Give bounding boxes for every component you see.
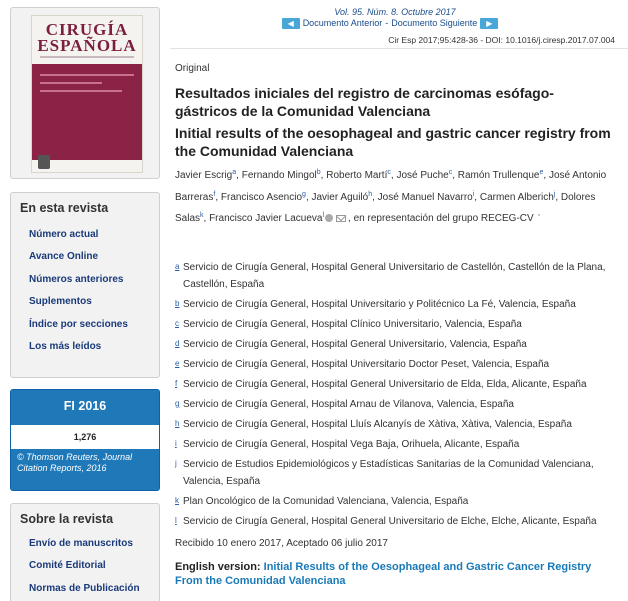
article-title-spanish: Resultados iniciales del registro de carcinomas esófago-gástricos de la Comunidad Valenciana [175,85,554,119]
arrow-right-icon[interactable]: ▶ [480,18,498,29]
author-name[interactable]: Francisco Javier Lacueva$^l$ [209,212,325,224]
this-journal-links [11,229,159,363]
group-note: en representación del grupo RECEG-CV [353,213,534,224]
affiliation-list [175,259,625,533]
author-name[interactable]: Francisco Asencio$^g$ [220,190,306,203]
publisher-logo-icon [38,155,50,169]
author-name[interactable]: Carmen Alberich$^j$ [479,190,556,203]
author-name[interactable]: Roberto Martí$^c$ [326,169,391,181]
english-version-label: English version [175,561,257,573]
author-name[interactable]: Javier Aguiló$^h$ [311,190,373,203]
affiliation-item: k Plan Oncológico de la Comunidad Valenciana, Valencia, España [175,493,625,510]
journal-cover-image[interactable] [31,15,143,173]
affiliation-item: d Servicio de Cirugía General, Hospital General Universitario, Valencia, España [175,336,625,353]
affiliation-label[interactable]: b [175,299,180,308]
issue-navigation [170,7,620,30]
affiliation-label[interactable]: l [175,516,177,525]
affiliation-label[interactable]: a [175,262,180,271]
previous-document-link[interactable]: Documento Anterior [302,18,383,28]
affiliation-item: f Servicio de Cirugía General, Hospital General Universitario de Elda, Elda, Alicante, España [175,376,625,393]
affiliation-label[interactable]: i [175,439,177,448]
author-name[interactable]: Dolores Salas$^k$ [175,191,596,224]
affiliation-item: b Servicio de Cirugía General, Hospital Universitario y Politécnico La Fé, Valencia, España [175,296,625,313]
header-divider [170,48,628,49]
next-document-link[interactable]: Documento Siguiente [391,18,478,28]
arrow-left-icon[interactable]: ◀ [282,18,300,29]
author-name[interactable]: José Puche$^c$ [396,169,453,181]
english-version-link[interactable]: Initial Results of the Oesophageal and Gastric Cancer Registry From the Comunidad Valenciana [175,561,592,587]
affiliation-label[interactable]: f [175,379,178,388]
author-list: Javier Escrig$^a$, Fernando Mingol$^b$, Roberto Martí$^c$, José Puche$^c$, Ramón Trullenque$^e$, José Antonio Barreras$^f$, Francisco Asencio$^g$, Javier Aguiló$^h$, José Manuel Navarro$^i$, Carmen Alberich$^j$, Dolores Salas$^k$, Francisco Javier Lacueva$^l$ , en representación del grupo RECEG-CV ◦ [175,169,607,224]
sidebar-item-supplements[interactable]: Suplementos [29,296,92,308]
affiliation-item: a Servicio de Cirugía General, Hospital General Universitario de Castellón, Castellón de la Plana, Castellón, España [175,259,625,293]
cover-title: CIRUGÍA ESPAÑOLA [37,20,137,55]
affiliation-label[interactable]: g [175,399,180,408]
about-journal-heading: Sobre la revista [20,512,114,526]
this-journal-heading: En esta revista [20,201,109,215]
affiliation-label[interactable]: c [175,319,179,328]
person-icon[interactable] [325,214,333,222]
affiliation-item: h Servicio de Cirugía General, Hospital Lluís Alcanyís de Xàtiva, Xàtiva, Valencia, España [175,416,625,433]
author-name[interactable]: Ramón Trullenque$^e$ [457,169,544,181]
citation-doi: Cir Esp 2017;95:428-36 - DOI: 10.1016/j.ciresp.2017.07.004 [388,35,615,45]
this-journal-panel [10,192,160,378]
english-version: English version: Initial Results of the Oesophageal and Gastric Cancer Registry From the Comunidad Valenciana [175,561,592,587]
cover-color-band [32,64,142,160]
received-accepted-dates: Recibido 10 enero 2017, Aceptado 06 julio 2017 [175,538,388,549]
mail-icon[interactable] [336,215,346,222]
impact-factor-source: © Thomson Reuters, Journal Citation Reports, 2016 [17,452,133,473]
affiliation-label[interactable]: k [175,496,179,505]
article-type: Original [175,63,210,74]
volume-info: Vol. 95. Núm. 8. Octubre 2017 [334,7,456,17]
impact-factor-panel [10,389,160,491]
sidebar-item-section-index[interactable]: Índice por secciones [29,318,128,330]
article-title-english: Initial results of the oesophageal and gastric cancer registry from the Comunidad Valenciana [175,125,611,159]
cover-subtitle-line [40,56,134,58]
author-name[interactable]: José Manuel Navarro$^i$ [377,190,475,203]
affiliation-label[interactable]: d [175,339,180,348]
nav-separator: - [385,18,389,28]
affiliation-label[interactable]: j [175,459,177,468]
affiliation-label[interactable]: h [175,419,180,428]
document-navigation [160,17,620,30]
affiliation-item: g Servicio de Cirugía General, Hospital Arnau de Vilanova, Valencia, España [175,396,625,413]
impact-factor-value: 1,276 [11,425,159,449]
affiliation-item: l Servicio de Cirugía General, Hospital General Universitario de Elche, Elche, Alicante, España [175,513,625,530]
affiliation-item: i Servicio de Cirugía General, Hospital Vega Baja, Orihuela, Alicante, España [175,436,625,453]
sidebar-item-online-first[interactable]: Avance Online [29,251,99,263]
about-journal-links [11,538,159,601]
affiliation-label[interactable]: e [175,359,180,368]
affiliation-item: j Servicio de Estudios Epidemiológicos y Estadísticas Sanitarias de la Comunidad Valenciana, Valencia, España [175,456,625,490]
sidebar-item-current-issue[interactable]: Número actual [29,229,99,240]
about-journal-panel [10,503,160,601]
affiliation-item: e Servicio de Cirugía General, Hospital Universitario Doctor Peset, Valencia, España [175,356,625,373]
affiliation-item: c Servicio de Cirugía General, Hospital Clínico Universitario, Valencia, España [175,316,625,333]
author-name[interactable]: Javier Escrig$^a$ [175,169,237,181]
impact-factor-heading: FI 2016 [11,390,159,425]
sidebar-item-most-read[interactable]: Los más leídos [29,340,102,352]
journal-cover-card[interactable] [10,7,160,179]
author-name[interactable]: Fernando Mingol$^b$ [241,169,321,181]
sidebar-item-previous-issues[interactable]: Números anteriores [29,273,124,285]
author-name[interactable]: José Antonio Barreras$^f$ [175,170,607,203]
sidebar-item-submit-manuscript[interactable]: Envío de manuscritos [29,538,133,549]
group-sup: ◦ [537,212,541,219]
sidebar-item-publication-rules[interactable]: Normas de Publicación [29,582,140,594]
sidebar-item-editorial-board[interactable]: Comité Editorial [29,560,106,572]
